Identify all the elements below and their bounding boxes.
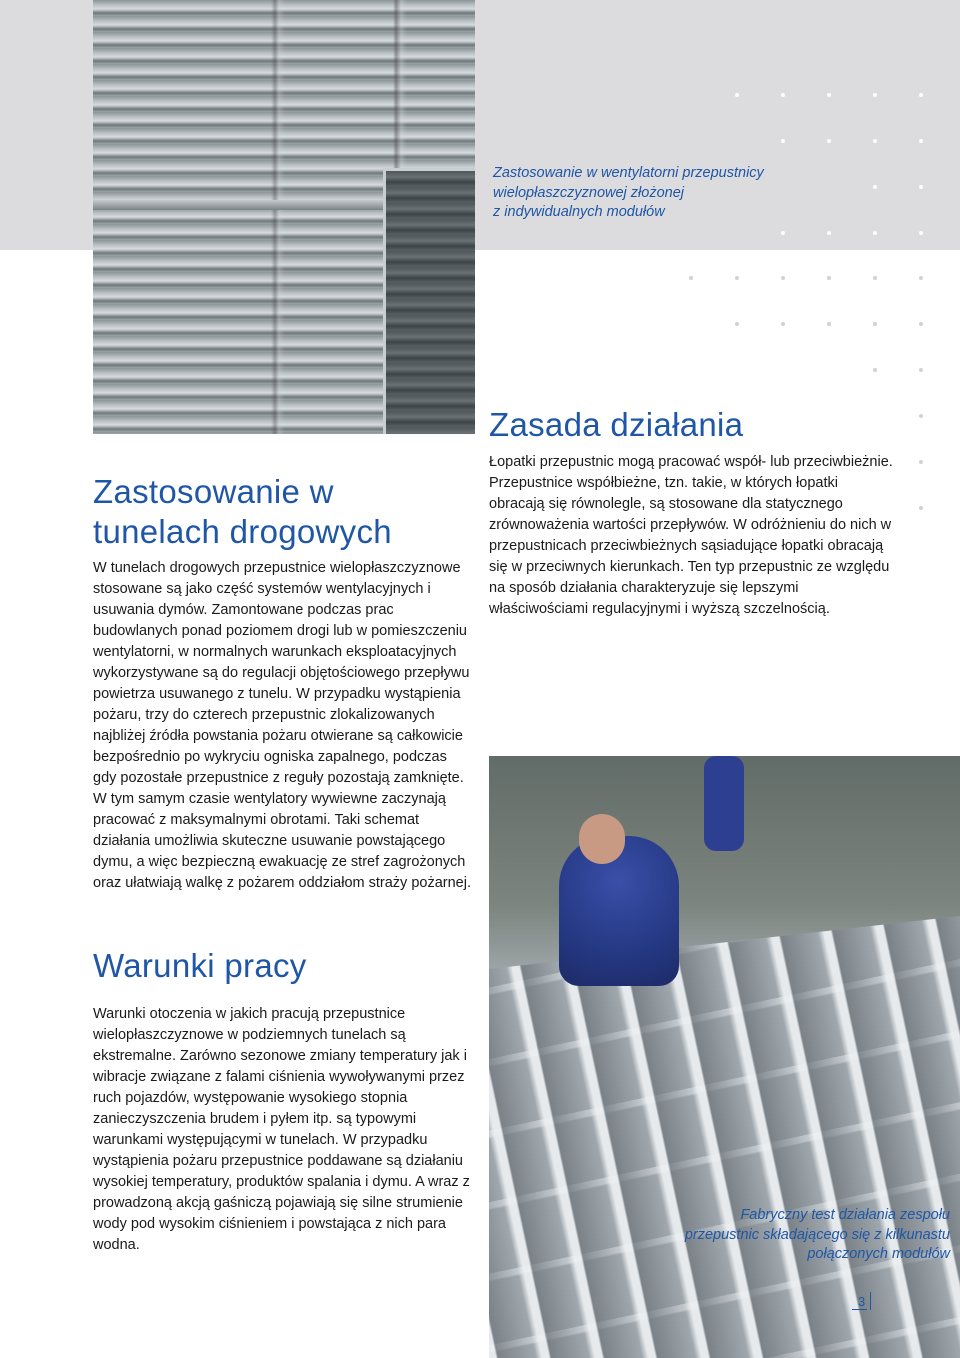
text-line: wysokiej temperatury, produktów spalania i dymu. A wraz z: [93, 1174, 470, 1190]
decorative-dot: [873, 322, 877, 326]
photo-caption-top: [493, 164, 793, 223]
text-line: wodna.: [93, 1237, 140, 1253]
text-line: najbliżej źródła powstania pożaru otwierane są całkowicie: [93, 728, 463, 744]
decorative-dot: [781, 322, 785, 326]
text-line: wentylatorni, w normalnych warunkach eksploatacyjnych: [93, 644, 457, 660]
decorative-dot: [873, 276, 877, 280]
text-line: ekstremalne. Zarówno sezonowe zmiany temperatury jak i: [93, 1048, 467, 1064]
heading-line: Zastosowanie w: [93, 473, 334, 510]
text-line: właściwościami regulacyjnymi i wyższą szczelnością.: [489, 601, 830, 617]
decorative-dot: [873, 231, 877, 235]
decorative-dot: [919, 139, 923, 143]
decorative-dot: [781, 276, 785, 280]
decorative-dot: [873, 139, 877, 143]
photo-detail-worker: [559, 836, 679, 986]
decorative-dot: [827, 276, 831, 280]
decorative-dot: [873, 93, 877, 97]
heading-principle: Zasada działania: [489, 406, 744, 443]
photo-damper-louvres: [93, 0, 475, 434]
text-line: prowadzoną akcją gaśniczą pojawiają się silne strumienie: [93, 1195, 463, 1211]
photo-caption-bottom: [640, 1206, 950, 1265]
text-line: pracować z maksymalnymi obrotami. Taki schemat: [93, 812, 420, 828]
decorative-dot: [919, 460, 923, 464]
caption-line: Zastosowanie w wentylatorni przepustnicy: [493, 165, 764, 181]
photo-detail-worker-head: [579, 814, 625, 864]
decorative-dot: [735, 322, 739, 326]
caption-line: z indywidualnych modułów: [493, 204, 665, 220]
text-line: wystąpienia pożaru przepustnice poddawane są działaniu: [93, 1153, 463, 1169]
text-line: gdy pozostałe przepustnice z reguły pozostają zamknięte.: [93, 770, 464, 786]
text-line: zrównoważenia wartości przepływów. W odróżnieniu do nich w: [489, 517, 892, 533]
photo-detail-worker-background: [704, 756, 744, 851]
caption-line: Fabryczny test działania zespołu: [740, 1207, 950, 1223]
photo-factory-test: [489, 756, 960, 1358]
photo-detail-door: [383, 168, 475, 434]
caption-line: wielopłaszczyznowej złożonej: [493, 184, 685, 201]
text-line: budowlanych ponad poziomem drogi lub w pomieszczeniu: [93, 623, 467, 639]
caption-line: przepustnic składającego się z kilkunastu: [684, 1226, 950, 1243]
decorative-dot: [781, 231, 785, 235]
decorative-dot: [781, 93, 785, 97]
text-line: Warunki otoczenia w jakich pracują przepustnice: [93, 1006, 406, 1022]
text-line: pożaru, trzy do czterech przepustnic zlokalizowanych: [93, 707, 435, 723]
page-number: 3: [852, 1294, 867, 1310]
text-line: obracają się równolegle, są stosowane dla statycznego: [489, 496, 843, 512]
text-line: ruch pojazdów, występowanie wysokiego stopnia: [93, 1090, 408, 1106]
text-line: wykorzystywane są do regulacji objętościowego przepływu: [93, 665, 470, 681]
text-line: W tunelach drogowych przepustnice wielopłaszczyznowe: [93, 560, 461, 576]
text-line: dymu, a więc bezpieczną ewakuację ze stref zagrożonych: [93, 854, 466, 870]
text-line: stosowane są jako część systemów wentylacyjnych i: [93, 581, 431, 597]
caption-line: połączonych modułów: [807, 1246, 950, 1262]
decorative-dot: [919, 93, 923, 97]
decorative-dot: [735, 93, 739, 97]
text-line: bezpośrednio po wykryciu ogniska zapalnego, podczas: [93, 749, 447, 765]
decorative-dot: [873, 368, 877, 372]
decorative-dot: [919, 185, 923, 189]
decorative-dot: [919, 368, 923, 372]
decorative-dot: [827, 322, 831, 326]
decorative-dot: [827, 139, 831, 143]
text-line: zanieczyszczenia brudem i pyłem itp. są typowymi: [93, 1111, 417, 1127]
text-line: działania umożliwia skuteczne usuwanie powstającego: [93, 833, 446, 849]
conditions-paragraph: [93, 1004, 478, 1256]
text-line: oraz ułatwiają walkę z pożarem oddziałom straży pożarnej.: [93, 875, 471, 891]
photo-detail-damper-frames: [489, 916, 960, 1358]
decorative-dot: [919, 231, 923, 235]
decorative-dot: [827, 231, 831, 235]
page-number-divider: [870, 1292, 871, 1310]
text-line: usuwania dymów. Zamontowane podczas prac: [93, 602, 394, 618]
text-line: się w przeciwnych kierunkach. Ten typ przepustnic ze względu: [489, 559, 890, 575]
text-line: warunkami występującymi w tunelach. W przypadku: [93, 1132, 428, 1148]
decorative-dot: [919, 276, 923, 280]
decorative-dot: [689, 276, 693, 280]
text-line: wielopłaszczyznowe w podziemnych tunelach są: [93, 1027, 406, 1043]
decorative-dot: [735, 276, 739, 280]
text-line: Przepustnice współbieżne, tzn. takie, w których łopatki: [489, 475, 838, 491]
text-line: Łopatki przepustnic mogą pracować współ- lub przeciwbieżnie.: [489, 454, 893, 470]
principle-paragraph: [489, 452, 909, 620]
heading-conditions: Warunki pracy: [93, 947, 307, 984]
text-line: powietrza usuwanego z tunelu. W przypadku wystąpienia: [93, 686, 461, 702]
text-line: przepustnicach przeciwbieżnych sąsiadujące łopatki obracają: [489, 538, 884, 554]
decorative-dot: [919, 506, 923, 510]
decorative-dot: [919, 414, 923, 418]
decorative-dot: [827, 93, 831, 97]
text-line: W tym samym czasie wentylatory wywiewne zaczynają: [93, 791, 446, 807]
decorative-dot: [781, 139, 785, 143]
text-line: wody pod wysokim ciśnieniem i powstająca z nich para: [93, 1216, 446, 1232]
heading-tunnels: [93, 472, 473, 552]
decorative-dot: [919, 322, 923, 326]
text-line: na sposób działania charakteryzuje się lepszymi: [489, 580, 799, 596]
tunnels-paragraph: [93, 558, 478, 894]
heading-line: tunelach drogowych: [93, 513, 392, 550]
decorative-dot: [873, 185, 877, 189]
text-line: wibracje związane z falami ciśnienia wywoływanymi przez: [93, 1069, 465, 1085]
